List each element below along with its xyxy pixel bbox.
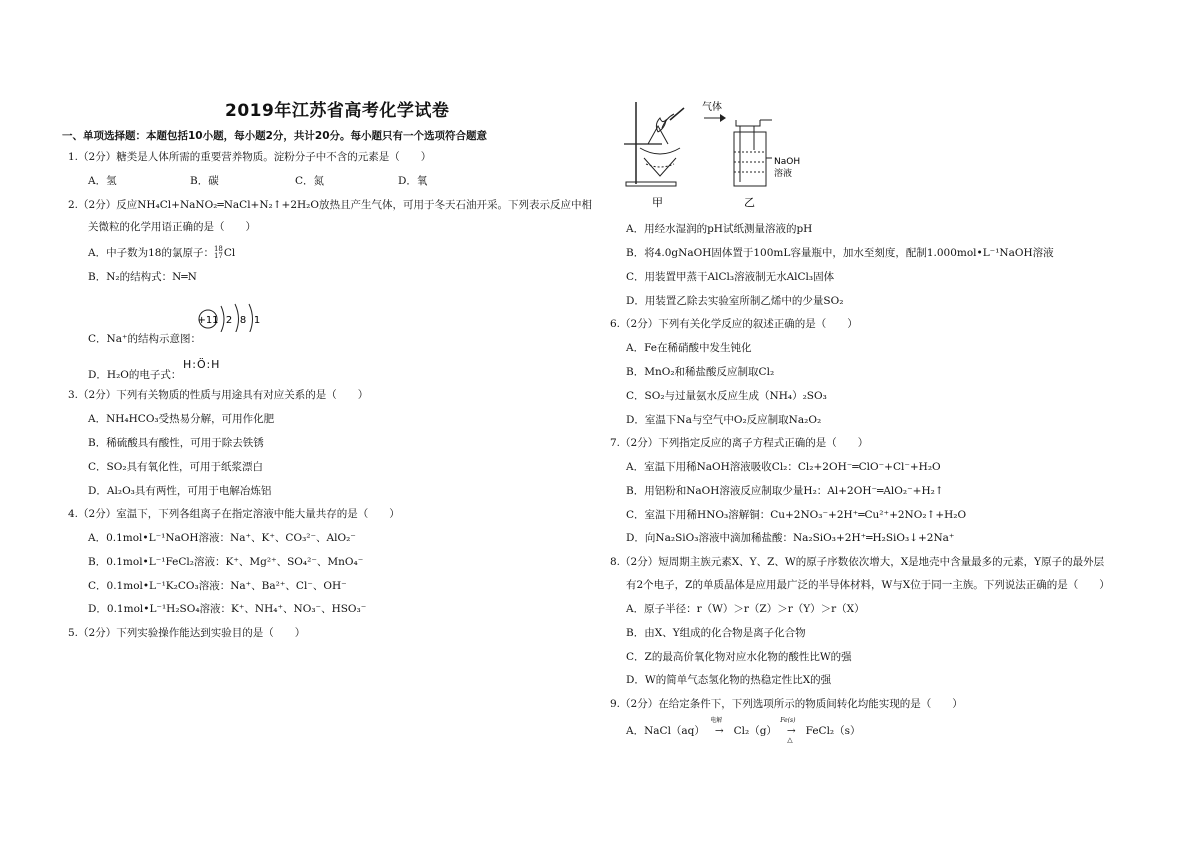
- label-jia: 甲: [652, 196, 663, 209]
- page-title: 2019年江苏省高考化学试卷: [225, 101, 450, 121]
- q1-option-c: C．氮: [295, 175, 325, 187]
- q5-option-c: C．用装置甲蒸干AlCl₃溶液制无水AlCl₃固体: [626, 271, 835, 283]
- q9-a-product: FeCl₂（s）: [805, 725, 861, 737]
- q3-option-d: D．Al₂O₃具有两性，可用于电解冶炼铝: [88, 485, 272, 497]
- q4-stem: 4.（2分）室温下，下列各组离子在指定溶液中能大量共存的是（ ）: [68, 508, 400, 520]
- q8-option-b: B．由X、Y组成的化合物是离子化合物: [626, 627, 806, 639]
- q7-stem: 7.（2分）下列指定反应的离子方程式正确的是（ ）: [610, 437, 869, 449]
- q9-a-arrow-1: 电解 →: [708, 724, 730, 738]
- q9-stem: 9.（2分）在给定条件下，下列选项所示的物质间转化均能实现的是（ ）: [610, 698, 963, 710]
- q5-option-a: A．用经水湿润的pH试纸测量溶液的pH: [626, 223, 813, 235]
- q2-option-b: B．N₂的结构式：N═N: [88, 271, 197, 283]
- q9-a-arrow-2: Fe(s) → △: [780, 724, 802, 738]
- q9-a-arrow-1-condition: 电解: [710, 717, 723, 724]
- q2-option-a-symbol: Cl: [223, 247, 236, 259]
- q8-stem-line1: 8.（2分）短周期主族元素X、Y、Z、W的原子序数依次增大，X是地壳中含量最多的元素，Y原子的最外层: [610, 556, 1105, 568]
- q6-stem: 6.（2分）下列有关化学反应的叙述正确的是（ ）: [610, 318, 858, 330]
- q9-a-arrow-2-heat: △: [787, 736, 793, 744]
- q2-option-d: D．H₂O的电子式：: [88, 369, 182, 381]
- shell-electrons-3: 1: [253, 315, 261, 326]
- q5-option-b: B．将4.0gNaOH固体置于100mL容量瓶中，加水至刻度，配制1.000mol•L⁻¹NaOH溶液: [626, 247, 1054, 259]
- q2-option-c: C．Na⁺的结构示意图：: [88, 333, 202, 345]
- q9-a-arrow-2-reagent: Fe(s): [780, 717, 796, 724]
- q6-option-b: B．MnO₂和稀盐酸反应制取Cl₂: [626, 366, 775, 378]
- q4-option-b: B．0.1mol•L⁻¹FeCl₂溶液：K⁺、Mg²⁺、SO₄²⁻、MnO₄⁻: [88, 556, 364, 568]
- q1-stem: 1.（2分）糖类是人体所需的重要营养物质。淀粉分子中不含的元素是（ ）: [68, 151, 432, 163]
- q2-option-a-nuclide: [214, 246, 223, 260]
- q2-option-a-label: A．中子数为18的氯原子：: [88, 247, 214, 259]
- q2-option-a: [88, 246, 235, 260]
- apparatus-yi: [704, 114, 772, 186]
- shell-electrons-2: 8: [239, 315, 247, 326]
- label-yi: 乙: [744, 196, 755, 209]
- q8-option-c: C．Z的最高价氧化物对应水化物的酸性比W的强: [626, 651, 852, 663]
- q6-option-d: D．室温下Na与空气中O₂反应制取Na₂O₂: [626, 414, 822, 426]
- q6-option-a: A．Fe在稀硝酸中发生钝化: [626, 342, 752, 354]
- q7-option-c: C．室温下用稀HNO₃溶解铜：Cu+2NO₃⁻+2H⁺═Cu²⁺+2NO₂↑+H₂O: [626, 509, 967, 521]
- q7-option-b: B．用铝粉和NaOH溶液反应制取少量H₂：Al+2OH⁻═AlO₂⁻+H₂↑: [626, 485, 944, 497]
- q2-stem-line1: 2.（2分）反应NH₄Cl+NaNO₂═NaCl+N₂↑+2H₂O放热且产生气体，可用于冬天石油开采。下列表示反应中相: [68, 199, 592, 211]
- shell-arc-3: [249, 304, 253, 332]
- q5-stem: 5.（2分）下列实验操作能达到实验目的是（ ）: [68, 627, 306, 639]
- q4-option-c: C．0.1mol•L⁻¹K₂CO₃溶液：Na⁺、Ba²⁺、Cl⁻、OH⁻: [88, 580, 347, 592]
- q1-option-a: A．氢: [88, 175, 117, 187]
- h2o-electron-formula: H:Ö:H: [183, 358, 221, 371]
- q9-a-intermediate: Cl₂（g）: [733, 725, 777, 737]
- q7-option-d: D．向Na₂SiO₃溶液中滴加稀盐酸：Na₂SiO₃+2H⁺═H₂SiO₃↓+2Na⁺: [626, 532, 955, 544]
- q2-option-a-mass: 18: [213, 245, 223, 253]
- q2-stem-line2: 关微粒的化学用语正确的是（ ）: [88, 221, 256, 233]
- q3-option-c: C．SO₂具有氧化性，可用于纸浆漂白: [88, 461, 264, 473]
- q8-option-a: A．原子半径：r（W）＞r（Z）＞r（Y）＞r（X）: [626, 603, 865, 615]
- label-naoh: NaOH: [774, 157, 801, 167]
- q6-option-c: C．SO₂与过量氨水反应生成（NH₄）₂SO₃: [626, 390, 827, 402]
- q3-option-a: A．NH₄HCO₃受热易分解，可用作化肥: [88, 413, 275, 425]
- q8-stem-line2: 有2个电子，Z的单质晶体是应用最广泛的半导体材料，W与X位于同一主族。下列说法正确的是（ ）: [626, 579, 1110, 591]
- label-solution: 溶液: [774, 169, 793, 179]
- label-gas: 气体: [702, 102, 722, 113]
- q5-option-d: D．用装置乙除去实验室所制乙烯中的少量SO₂: [626, 295, 844, 307]
- q3-option-b: B．稀硫酸具有酸性，可用于除去铁锈: [88, 437, 264, 449]
- q4-option-a: A．0.1mol•L⁻¹NaOH溶液：Na⁺、K⁺、CO₃²⁻、AlO₂⁻: [88, 532, 356, 544]
- apparatus-figure: [622, 98, 812, 210]
- q7-option-a: A．室温下用稀NaOH溶液吸收Cl₂：Cl₂+2OH⁻═ClO⁻+Cl⁻+H₂O: [626, 461, 941, 473]
- shell-arc-1: [221, 306, 224, 332]
- q9-a-reactant: A．NaCl（aq）: [626, 725, 705, 737]
- q1-option-b: B．碳: [190, 175, 219, 187]
- section-heading: 一、单项选择题：本题包括10小题，每小题2分，共计20分。每小题只有一个选项符合题意: [62, 130, 488, 142]
- q4-option-d: D．0.1mol•L⁻¹H₂SO₄溶液：K⁺、NH₄⁺、NO₃⁻、HSO₃⁻: [88, 603, 367, 615]
- nucleus-charge: +11: [197, 315, 219, 326]
- apparatus-jia: [624, 102, 684, 186]
- shell-electrons-1: 2: [225, 315, 233, 326]
- q9-option-a: [626, 717, 861, 744]
- q8-option-d: D．W的简单气态氢化物的热稳定性比X的强: [626, 674, 832, 686]
- na-ion-structure-diagram: [195, 298, 275, 332]
- q1-option-d: D．氧: [398, 175, 428, 187]
- q3-stem: 3.（2分）下列有关物质的性质与用途具有对应关系的是（ ）: [68, 389, 369, 401]
- shell-arc-2: [235, 304, 239, 332]
- q2-option-a-number: 17: [213, 252, 223, 260]
